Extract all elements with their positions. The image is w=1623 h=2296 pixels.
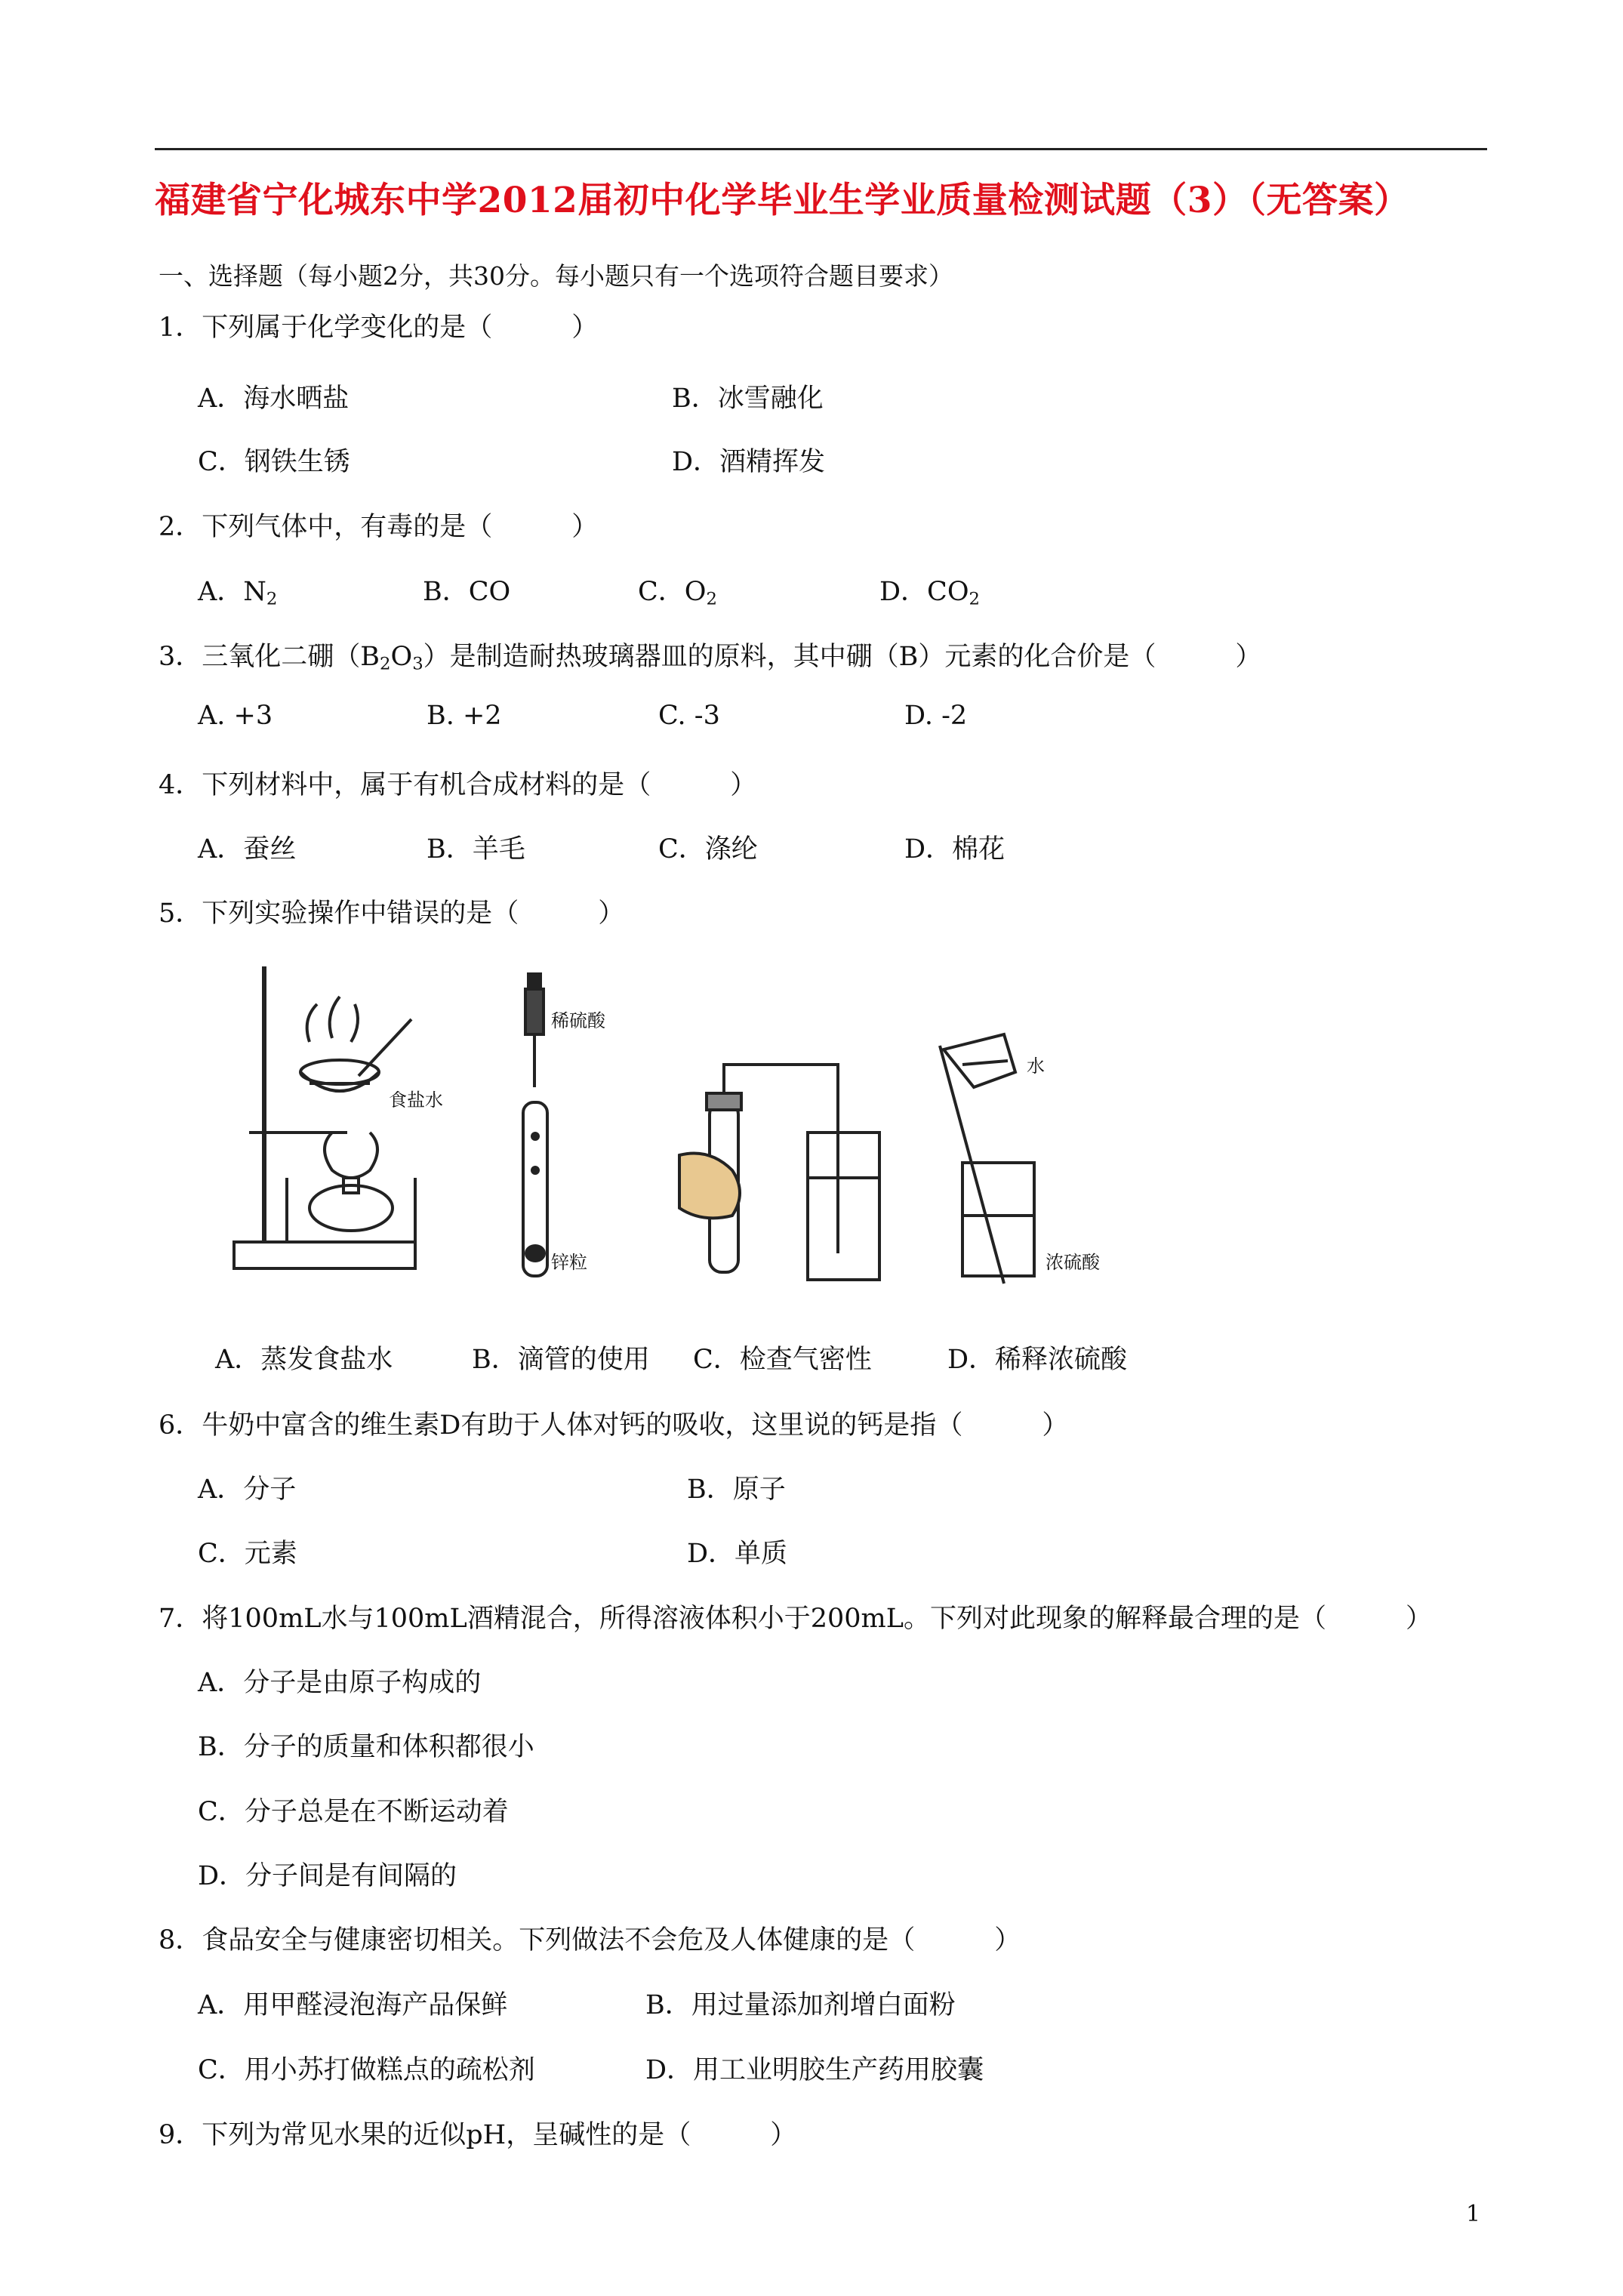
question-1-option-c: C．钢铁生锈 (198, 447, 350, 477)
question-8-stem: 8．食品安全与健康密切相关。下列做法不会危及人体健康的是（ ） (159, 1925, 1021, 1955)
question-4-option-b: B．羊毛 (427, 834, 525, 864)
question-5-option-c: C．检查气密性 (693, 1345, 872, 1375)
question-6-option-b: B．原子 (687, 1475, 786, 1505)
question-4-option-c: C．涤纶 (658, 834, 758, 864)
question-4-stem: 4．下列材料中，属于有机合成材料的是（ ） (159, 770, 757, 800)
question-1-stem: 1．下列属于化学变化的是（ ） (159, 313, 599, 343)
section-heading: 一、选择题（每小题2分，共30分。每小题只有一个选项符合题目要求） (159, 261, 953, 291)
lab-figure-svg (219, 951, 1163, 1291)
page-title: 福建省宁化城东中学2012届初中化学毕业生学业质量检测试题（3）（无答案） (155, 180, 1410, 221)
question-8-option-b: B．用过量添加剂增白面粉 (645, 1990, 956, 2020)
evaporation-apparatus (234, 966, 415, 1268)
question-2-option-a: A．$N_2$ (198, 577, 278, 609)
question-2-option-c: C．$O_2$ (638, 577, 717, 609)
question-2-option-d: D．$CO_2$ (879, 577, 981, 609)
dropper-apparatus (523, 974, 547, 1276)
header-rule (155, 148, 1487, 150)
question-7-option-d: D．分子间是有间隔的 (198, 1861, 457, 1891)
label-zinc-granules: 锌粒 (551, 1252, 587, 1273)
page-number: 1 (1466, 2201, 1481, 2227)
question-4-option-a: A．蚕丝 (198, 834, 297, 864)
label-concentrated-sulfuric-acid: 浓硫酸 (1046, 1252, 1100, 1273)
question-8-option-c: C．用小苏打做糕点的疏松剂 (198, 2055, 535, 2085)
question-6-option-c: C．元素 (198, 1539, 297, 1569)
question-9-stem: 9．下列为常见水果的近似pH，呈碱性的是（ ） (159, 2120, 797, 2150)
lab-operations-figure (219, 951, 1163, 1291)
question-6-stem: 6．牛奶中富含的维生素D有助于人体对钙的吸收，这里说的钙是指（ ） (159, 1410, 1069, 1441)
question-7-stem: 7．将100mL水与100mL酒精混合，所得溶液体积小于200mL。下列对此现象的解释最合理的是（ ） (159, 1604, 1432, 1634)
question-7-option-a: A．分子是由原子构成的 (198, 1668, 482, 1698)
question-3-option-c: C. -3 (658, 701, 720, 731)
question-7-option-c: C．分子总是在不断运动着 (198, 1797, 509, 1827)
question-8-option-a: A．用甲醛浸泡海产品保鲜 (198, 1990, 508, 2020)
question-3-option-a: A. +3 (198, 701, 273, 731)
question-5-option-d: D．稀释浓硫酸 (947, 1345, 1128, 1375)
question-1-option-a: A．海水晒盐 (198, 384, 350, 414)
airtightness-apparatus (679, 1065, 879, 1280)
question-5-stem: 5．下列实验操作中错误的是（ ） (159, 898, 625, 929)
question-1-option-d: D．酒精挥发 (672, 447, 826, 477)
question-3-option-b: B. +2 (427, 701, 502, 731)
question-6-option-d: D．单质 (687, 1539, 788, 1569)
question-5-option-a: A．蒸发食盐水 (215, 1345, 393, 1375)
question-7-option-b: B．分子的质量和体积都很小 (198, 1732, 534, 1762)
dilution-apparatus (940, 1034, 1034, 1284)
question-6-option-a: A．分子 (198, 1475, 297, 1505)
question-3-option-d: D. -2 (904, 701, 968, 731)
question-8-option-d: D．用工业明胶生产药用胶囊 (645, 2055, 984, 2085)
label-salt-water: 食盐水 (389, 1089, 443, 1111)
label-dilute-sulfuric-acid: 稀硫酸 (551, 1010, 605, 1031)
label-water: 水 (1027, 1056, 1045, 1077)
question-3-stem: 3．三氧化二硼$(B_2O_3)$是制造耐热玻璃器皿的原料，其中硼（B）元素的化合价是（ ） (159, 642, 1262, 674)
question-2-stem: 2．下列气体中，有毒的是（ ） (159, 512, 599, 542)
question-1-option-b: B．冰雪融化 (672, 384, 824, 414)
question-5-option-b: B．滴管的使用 (472, 1345, 650, 1375)
question-4-option-d: D．棉花 (904, 834, 1006, 864)
question-2-option-b: B．CO (423, 577, 511, 607)
